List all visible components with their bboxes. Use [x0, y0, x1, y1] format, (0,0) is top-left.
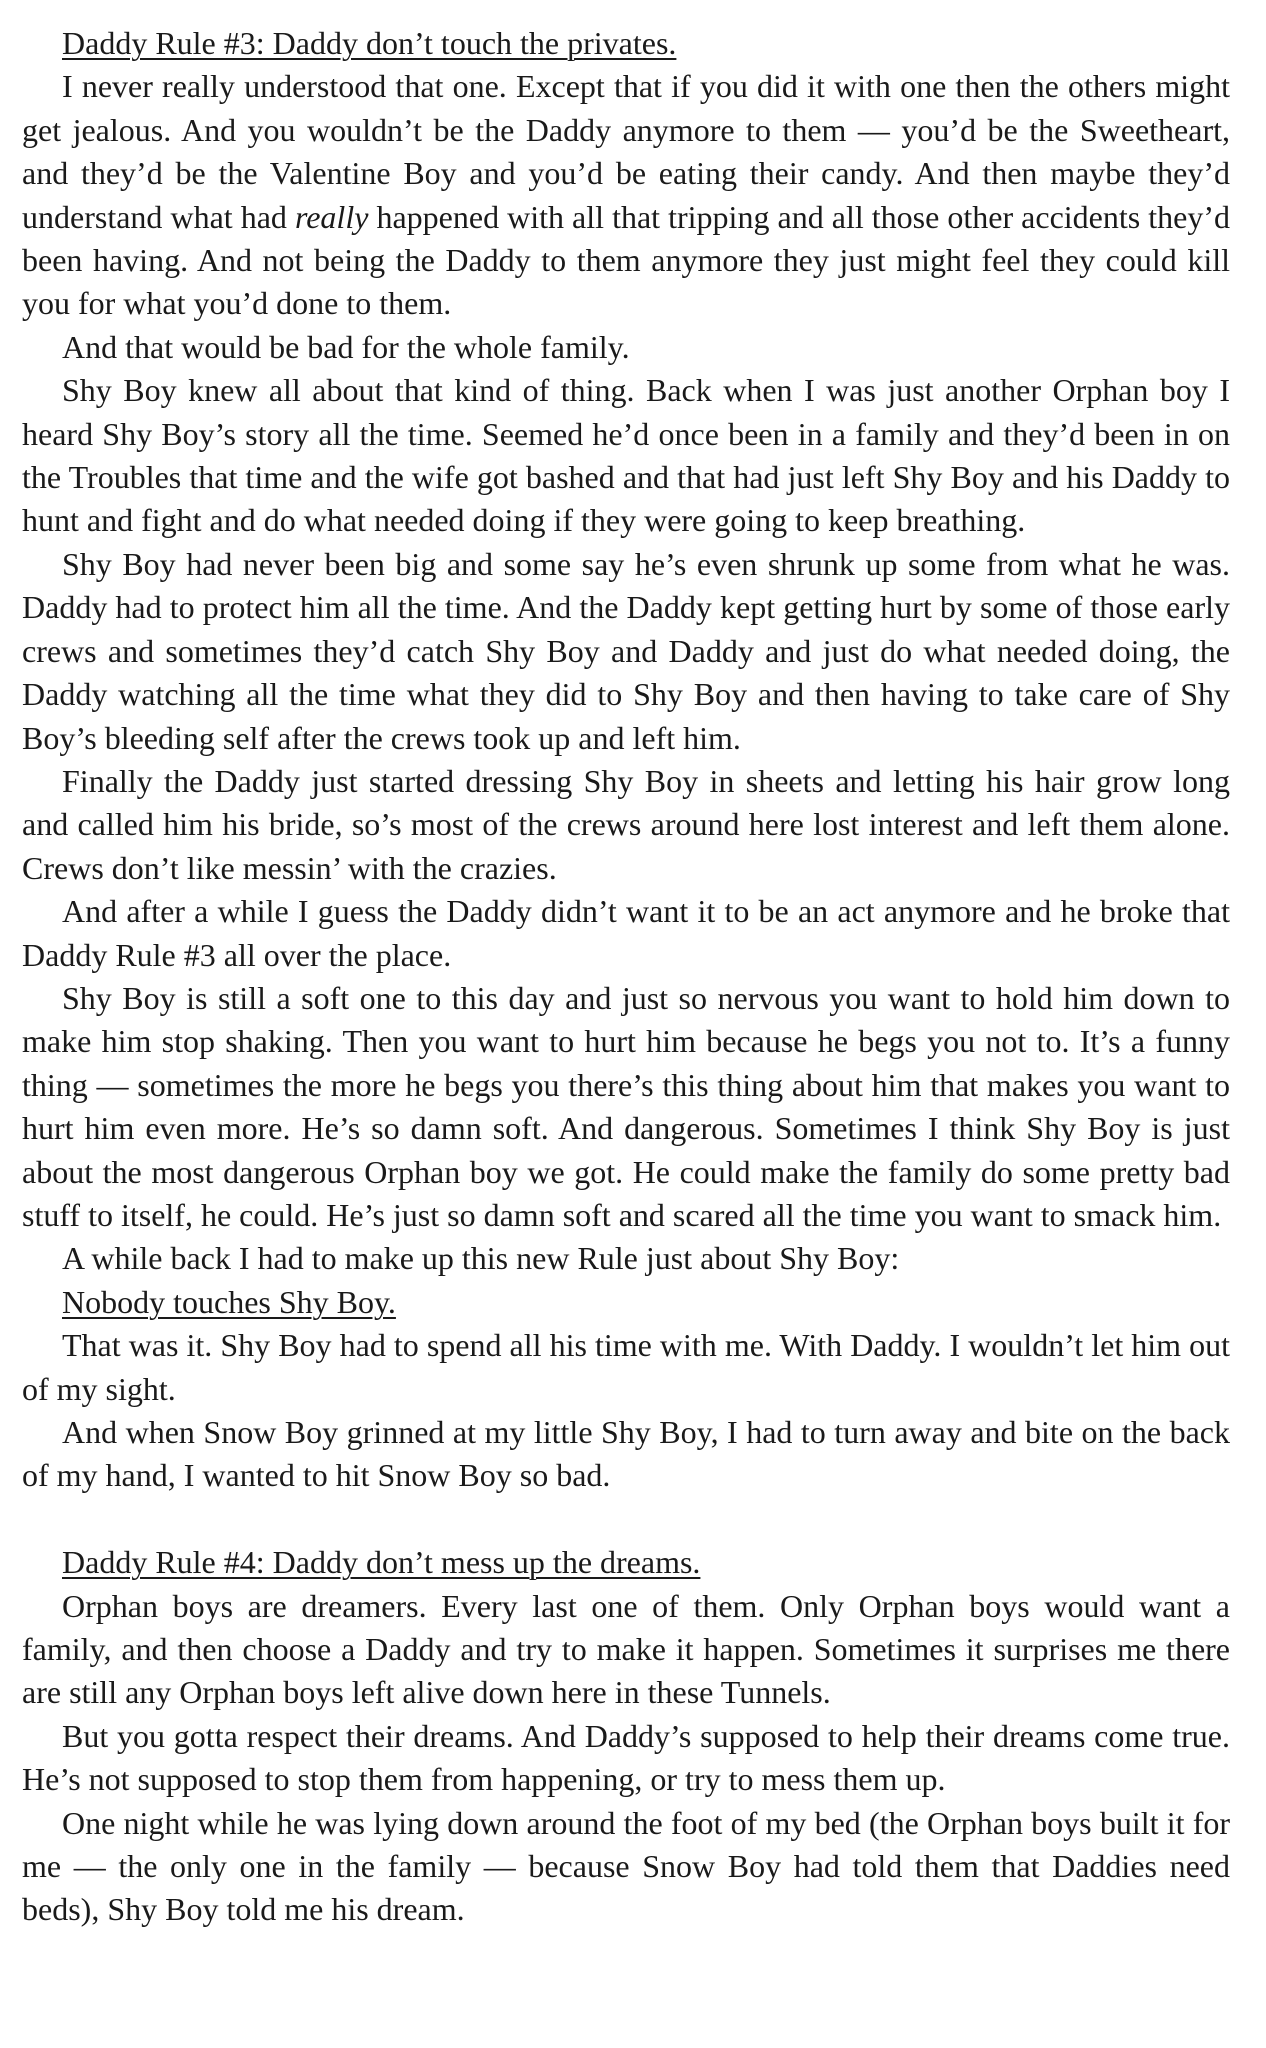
paragraph: Shy Boy is still a soft one to this day and just so nervous you want to hold him down to make him stop shaking. Then you want to hurt him because he begs you not to. It’s a funny thing — sometimes the more he begs you there’s this thing about him that makes you want to hurt him even more. He’s so damn soft. And dangerous. Sometimes I think Shy Boy is just about the most dangerous Orphan boy we got. He could make the family do some pretty bad stuff to itself, he could. He’s just so damn soft and scared all the time you want to smack him.: [22, 979, 1230, 1233]
section-heading-rule-3: Daddy Rule #3: Daddy don’t touch the privates.: [62, 25, 677, 61]
section-heading-rule-4: Daddy Rule #4: Daddy don’t mess up the dreams.: [62, 1544, 701, 1581]
paragraph: And after a while I guess the Daddy didn’t want it to be an act anymore and he broke that Daddy Rule #3 all over the place.: [22, 893, 1230, 973]
emphasis-really: really: [294, 198, 369, 235]
paragraph: And that would be bad for the whole family.: [62, 328, 630, 365]
paragraph: I never really understood that one. Except that if you did it with one then the others might get jealous. And you wouldn’t be the Daddy anymore to them — you’d be the Sweetheart, and they’d be the Valentine Boy and you’d be eating their candy. And then maybe they’d understand what had really happened with all that tripping and all those other accidents they’d been having. And not being the Daddy to them anymore they just might feel they could kill you for what you’d done to them.: [22, 68, 1230, 322]
paragraph: One night while he was lying down around the foot of my bed (the Orphan boys built it for me — the only one in the family — because Snow Boy had told them that Daddies need beds), Shy Boy told me his dream.: [22, 1804, 1230, 1928]
paragraph: And when Snow Boy grinned at my little Shy Boy, I had to turn away and bite on the back of my hand, I wanted to hit Snow Boy so bad.: [22, 1414, 1230, 1494]
paragraph: That was it. Shy Boy had to spend all his time with me. With Daddy. I wouldn’t let him out of my sight.: [22, 1327, 1230, 1407]
section-gap: [22, 1498, 1230, 1541]
book-page: [22, 22, 1230, 1932]
paragraph: A while back I had to make up this new Rule just about Shy Boy:: [62, 1240, 900, 1277]
paragraph: Shy Boy knew all about that kind of thing. Back when I was just another Orphan boy I heard Shy Boy’s story all the time. Seemed he’d once been in a family and they’d been in on the Troubles that time and the wife got bashed and that had just left Shy Boy and his Daddy to hunt and fight and do what needed doing if they were going to keep breathing.: [22, 372, 1230, 539]
paragraph: But you gotta respect their dreams. And Daddy’s supposed to help their dreams come true. He’s not supposed to stop them from happening, or try to mess them up.: [22, 1717, 1230, 1798]
rule-nobody-touches: Nobody touches Shy Boy.: [62, 1283, 396, 1320]
paragraph: Finally the Daddy just started dressing Shy Boy in sheets and letting his hair grow long and called him his bride, so’s most of the crews around here lost interest and left them alone. Crews don’t like messin’ with the crazies.: [22, 762, 1230, 886]
paragraph: Orphan boys are dreamers. Every last one of them. Only Orphan boys would want a family, and then choose a Daddy and try to make it happen. Sometimes it surprises me there are still any Orphan boys left alive down here in these Tunnels.: [22, 1587, 1230, 1711]
paragraph: Shy Boy had never been big and some say he’s even shrunk up some from what he was. Daddy had to protect him all the time. And the Daddy kept getting hurt by some of those early crews and sometimes they’d catch Shy Boy and Daddy and just do what needed doing, the Daddy watching all the time what they did to Shy Boy and then having to take care of Shy Boy’s bleeding self after the crews took up and left him.: [22, 545, 1230, 756]
